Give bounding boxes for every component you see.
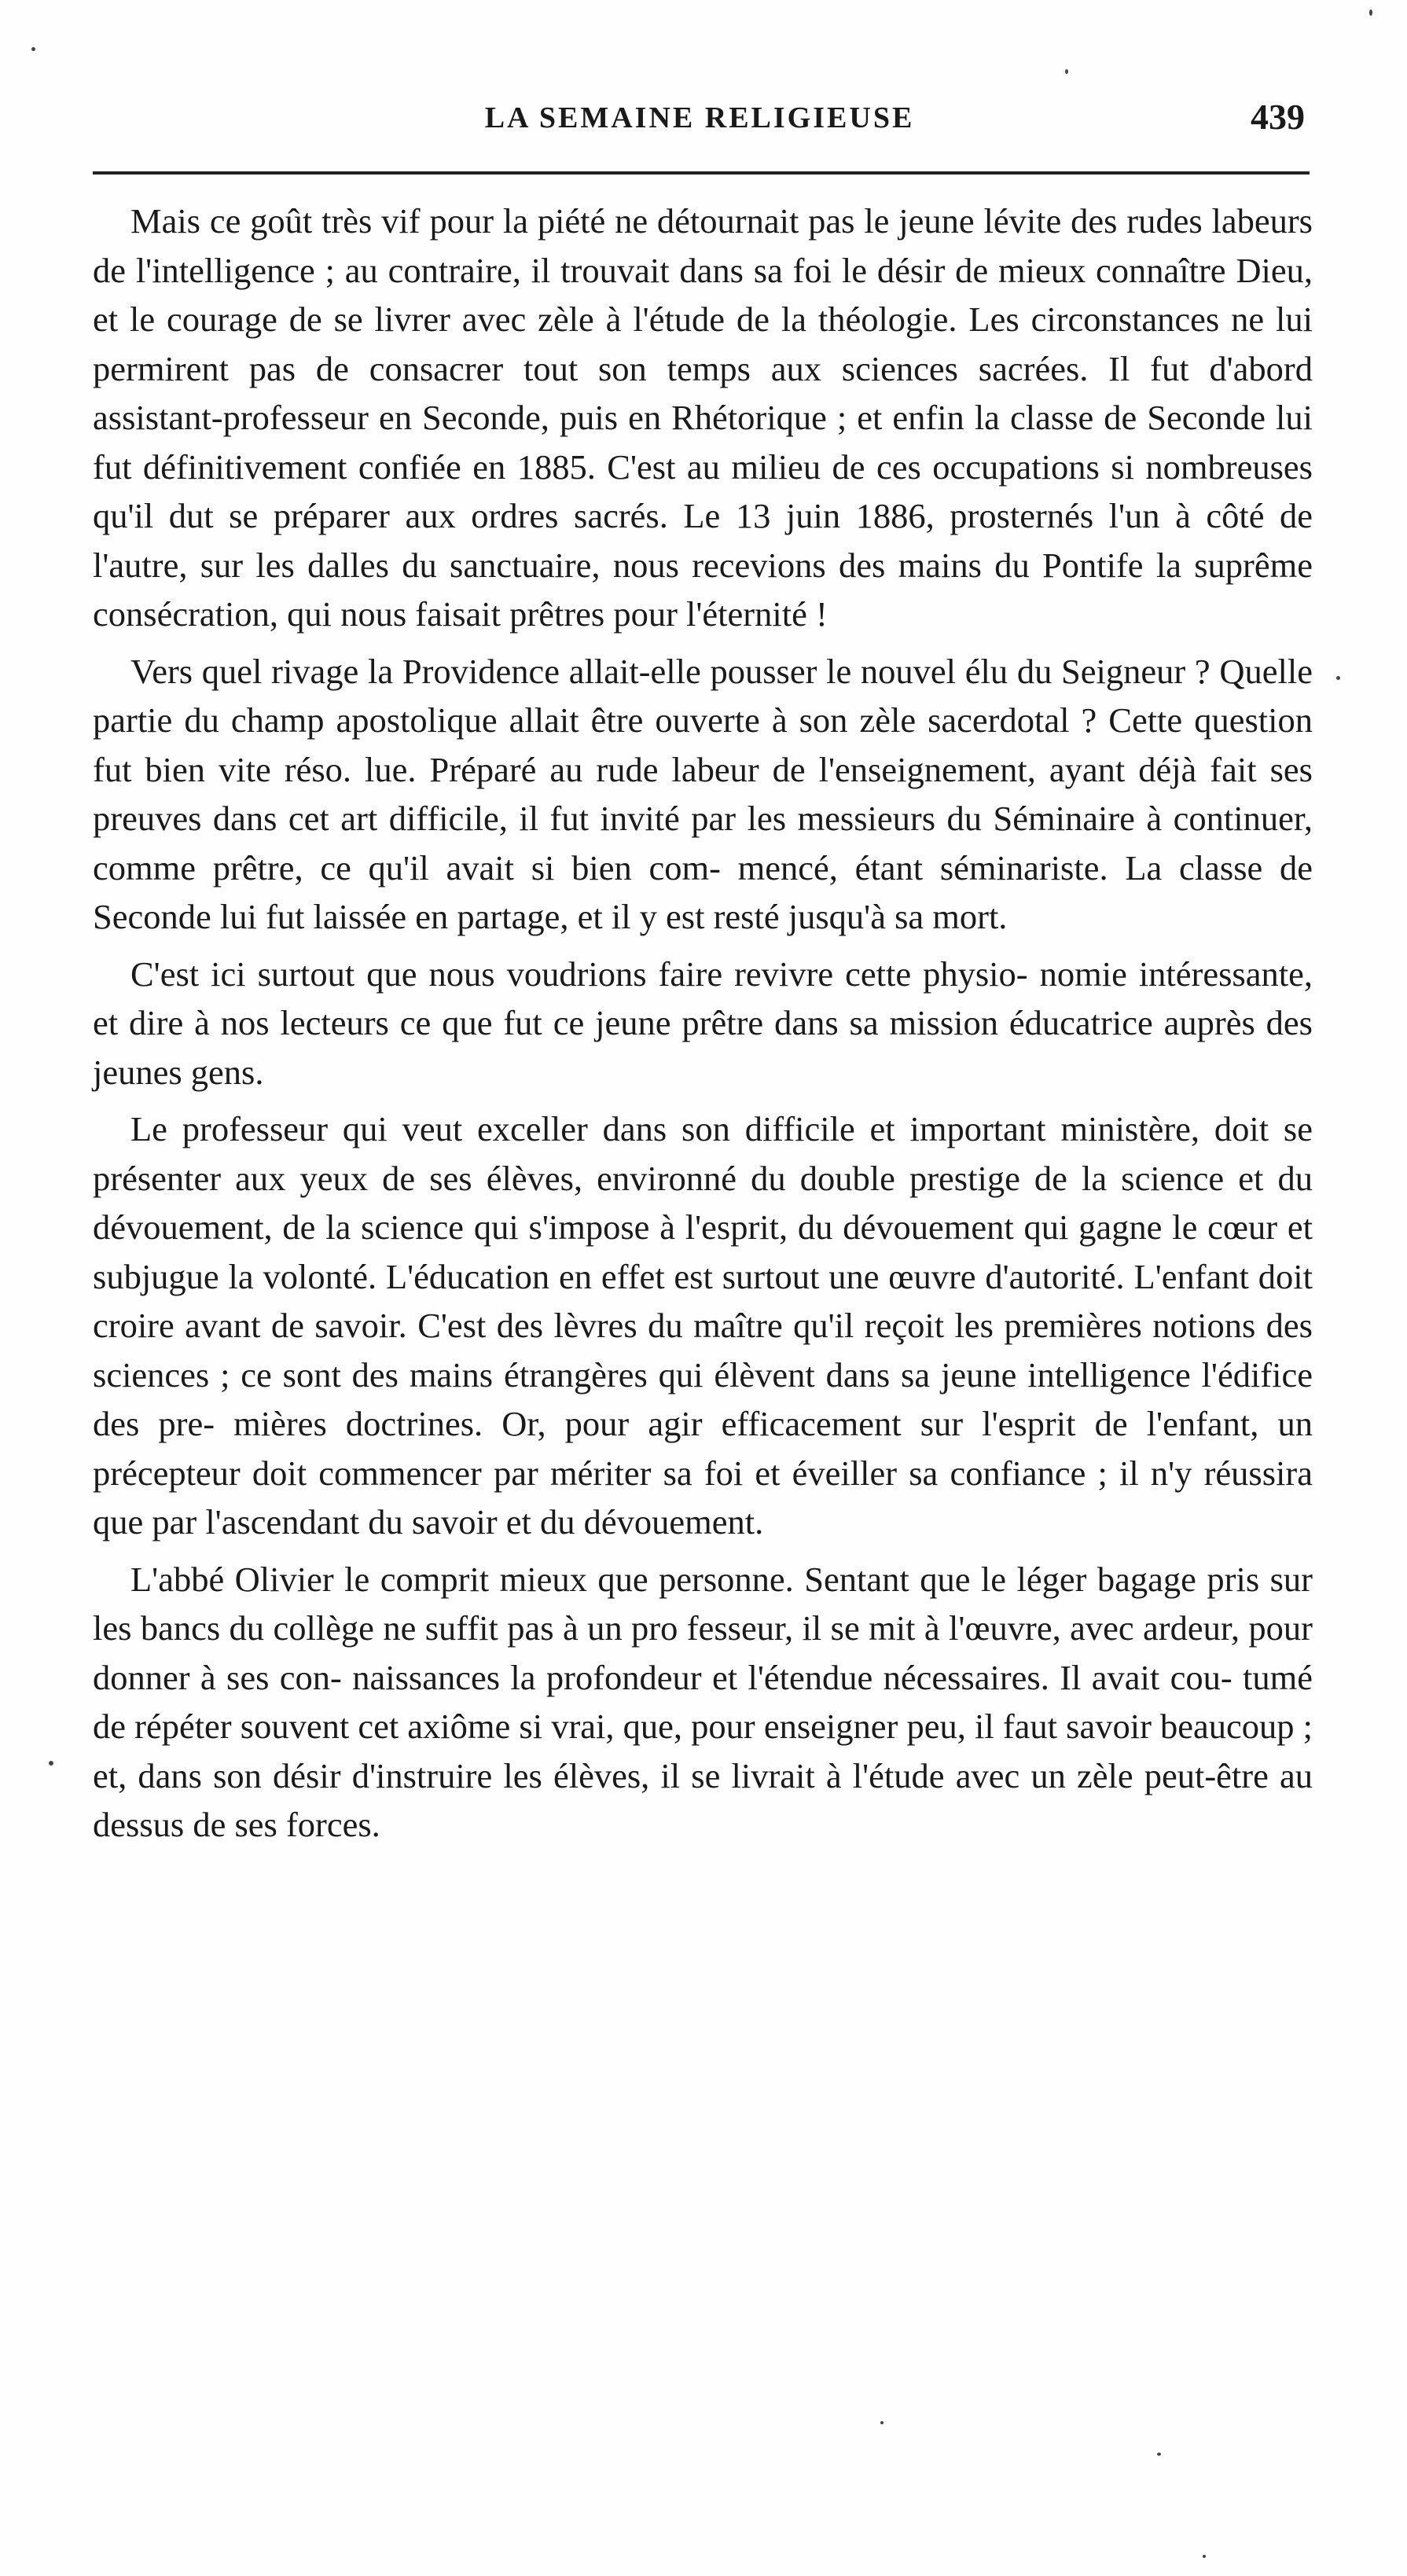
paragraph: Vers quel rivage la Providence allait-elle pousser le nouvel élu du Seigneur ? Quelle partie du champ apostolique allait être ouverte à son zèle sacerdotal ? Cette question fut bien vite réso. lue. Préparé au rude labeur de l'enseignement, ayant déjà fait ses preuves dans cet art difficile, il fut invité par les messieurs du Séminaire à continuer, comme prêtre, ce qu'il avait si bien com- mencé, étant séminariste. La classe de Seconde lui fut laissée en partage, et il y est resté jusqu'à sa mort. [93, 651, 1313, 936]
scan-speck [49, 1761, 53, 1766]
scan-speck [1065, 69, 1068, 74]
scan-speck [1157, 2453, 1161, 2456]
scan-speck [1336, 676, 1340, 680]
running-title: LA SEMAINE RELIGIEUSE [484, 101, 915, 134]
header-rule [93, 171, 1310, 175]
paragraph: C'est ici surtout que nous voudrions faire revivre cette physio- nomie intéressante, et dire à nos lecteurs ce que fut ce jeune prêtre dans sa mission éducatrice auprès des jeunes gens. [93, 954, 1313, 1092]
running-header [94, 97, 1305, 148]
paragraph: Le professeur qui veut exceller dans son difficile et important ministère, doit se présenter aux yeux de ses élèves, environné du double prestige de la science et du dévouement, de la science qui s'impose à l'esprit, du dévouement qui gagne le cœur et subjugue la volonté. L'éducation en effet est surtout une œuvre d'autorité. L'enfant doit croire avant de savoir. C'est des lèvres du maître qu'il reçoit les premières notions des sciences ; ce sont des mains étrangères qui élèvent dans sa jeune intelligence l'édifice des pre- mières doctrines. Or, pour agir efficacement sur l'esprit de l'enfant, un précepteur doit commencer par mériter sa foi et éveiller sa confiance ; il n'y réussira que par l'ascendant du savoir et du dévouement. [93, 1109, 1313, 1542]
scan-speck [1203, 2555, 1206, 2558]
scan-speck [31, 47, 35, 51]
scan-speck [1369, 9, 1372, 16]
scan-speck [880, 2421, 884, 2424]
paragraph: L'abbé Olivier le comprit mieux que personne. Sentant que le léger bagage pris sur les bancs du collège ne suffit pas à un pro fesseur, il se mit à l'œuvre, avec ardeur, pour donner à ses con- naissances la profondeur et l'étendue nécessaires. Il avait cou- tumé de répéter souvent cet axiôme si vrai, que, pour enseigner peu, il faut savoir beaucoup ; et, dans son désir d'instruire les élèves, il se livrait à l'étude avec un zèle peut-être au dessus de ses forces. [93, 1559, 1313, 1844]
paragraph: Mais ce goût très vif pour la piété ne détournait pas le jeune lévite des rudes labeurs de l'intelligence ; au contraire, il trouvait dans sa foi le désir de mieux connaître Dieu, et le courage de se livrer avec zèle à l'étude de la théologie. Les circonstances ne lui permirent pas de consacrer tout son temps aux sciences sacrées. Il fut d'abord assistant-professeur en Seconde, puis en Rhétorique ; et enfin la classe de Seconde lui fut définitivement confiée en 1885. C'est au milieu de ces occupations si nombreuses qu'il dut se préparer aux ordres sacrés. Le 13 juin 1886, prosternés l'un à côté de l'autre, sur les dalles du sanctuaire, nous recevions des mains du Pontife la suprême consécration, qui nous faisait prêtres pour l'éternité ! [93, 201, 1313, 634]
body-text [93, 197, 1313, 1858]
page-number: 439 [1251, 97, 1305, 137]
